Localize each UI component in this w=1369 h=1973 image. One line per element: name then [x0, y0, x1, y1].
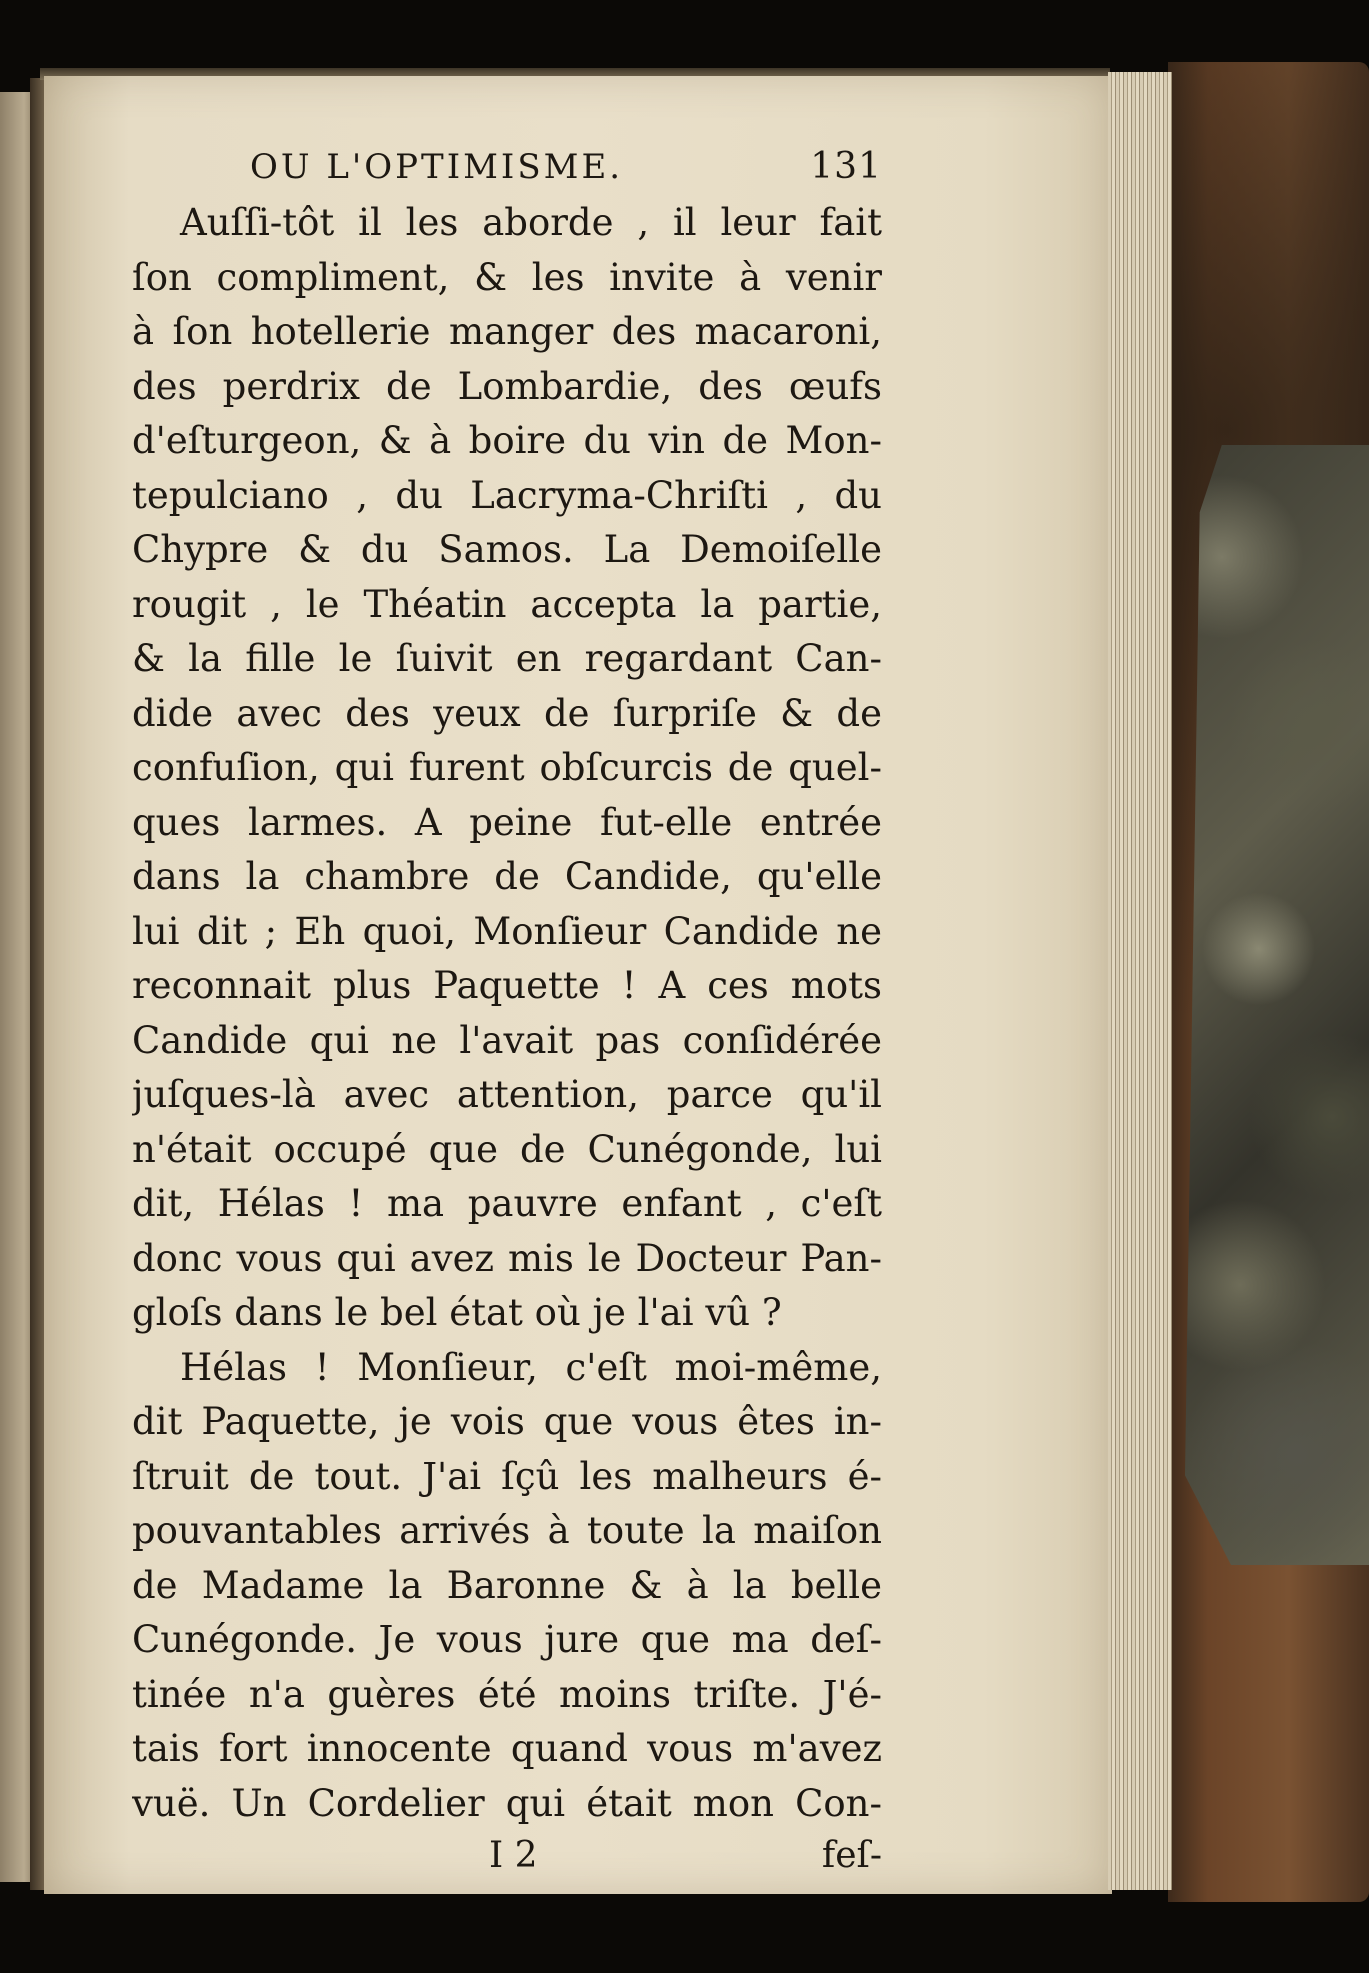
text-line: Chypre & du Samos. La Demoiſelle: [132, 528, 882, 571]
text-line: donc vous qui avez mis le Docteur Pan-: [132, 1236, 882, 1280]
text-line: dans la chambre de Candide, qu'elle: [132, 855, 882, 898]
text-line: gloſs dans le bel état où je l'ai vû ?: [132, 1291, 782, 1334]
text-line: dit Paquette, je vois que vous êtes in-: [132, 1400, 882, 1443]
page-footer: [132, 1831, 882, 1885]
text-line: Auſſi-tôt il les aborde , il leur fait: [180, 201, 882, 244]
text-line: ſon compliment, & les invite à venir: [132, 255, 882, 299]
text-line: Hélas ! Monſieur, c'eſt moi-même,: [180, 1345, 882, 1389]
text-line: confuſion, qui furent obſcurcis de quel-: [132, 746, 882, 789]
text-line: pouvantables arrivés à toute la maiſon: [132, 1509, 882, 1552]
text-line: rougit , le Théatin accepta la partie,: [132, 582, 882, 626]
text-line: tinée n'a guères été moins triſte. J'é-: [132, 1672, 882, 1716]
text-line: tais fort innocente quand vous m'avez: [132, 1727, 882, 1770]
body-text: [132, 196, 882, 1831]
text-line: lui dit ; Eh quoi, Monſieur Candide ne: [132, 909, 882, 953]
running-head: [250, 146, 882, 196]
running-head-title: OU L'OPTIMISME.: [250, 147, 624, 187]
text-line: ſtruit de tout. J'ai ſçû les malheurs é-: [132, 1454, 882, 1498]
text-line: de Madame la Baronne & à la belle: [132, 1563, 882, 1607]
text-line: reconnait plus Paquette ! A ces mots: [132, 964, 882, 1007]
text-line: d'eſturgeon, & à boire du vin de Mon-: [132, 419, 882, 462]
page-number: 131: [810, 146, 882, 187]
text-line: & la fille le ſuivit en regardant Can-: [132, 637, 882, 680]
text-line: dide avec des yeux de ſurpriſe & de: [132, 691, 882, 735]
page-text-block: [132, 146, 882, 1885]
text-line: Cunégonde. Je vous jure que ma deſ-: [132, 1618, 882, 1661]
catchword: feſ-: [821, 1835, 882, 1876]
text-line: ques larmes. A peine fut-elle entrée: [132, 800, 882, 844]
text-line: tepulciano , du Lacryma-Chriſti , du: [132, 473, 882, 517]
text-line: dit, Hélas ! ma pauvre enfant , c'eſt: [132, 1182, 882, 1225]
marbled-board: [1185, 445, 1369, 1565]
page-stack-edge: [1108, 72, 1172, 1890]
text-line: n'était occupé que de Cunégonde, lui: [132, 1127, 882, 1171]
signature-mark: I 2: [489, 1835, 538, 1876]
text-line: vuë. Un Cordelier qui était mon Con-: [132, 1781, 882, 1825]
text-line: à ſon hotellerie manger des macaroni,: [132, 310, 882, 353]
text-line: juſques-là avec attention, parce qu'il: [132, 1073, 882, 1116]
text-line: des perdrix de Lombardie, des œufs: [132, 364, 882, 408]
text-line: Candide qui ne l'avait pas conſidérée: [132, 1018, 882, 1062]
